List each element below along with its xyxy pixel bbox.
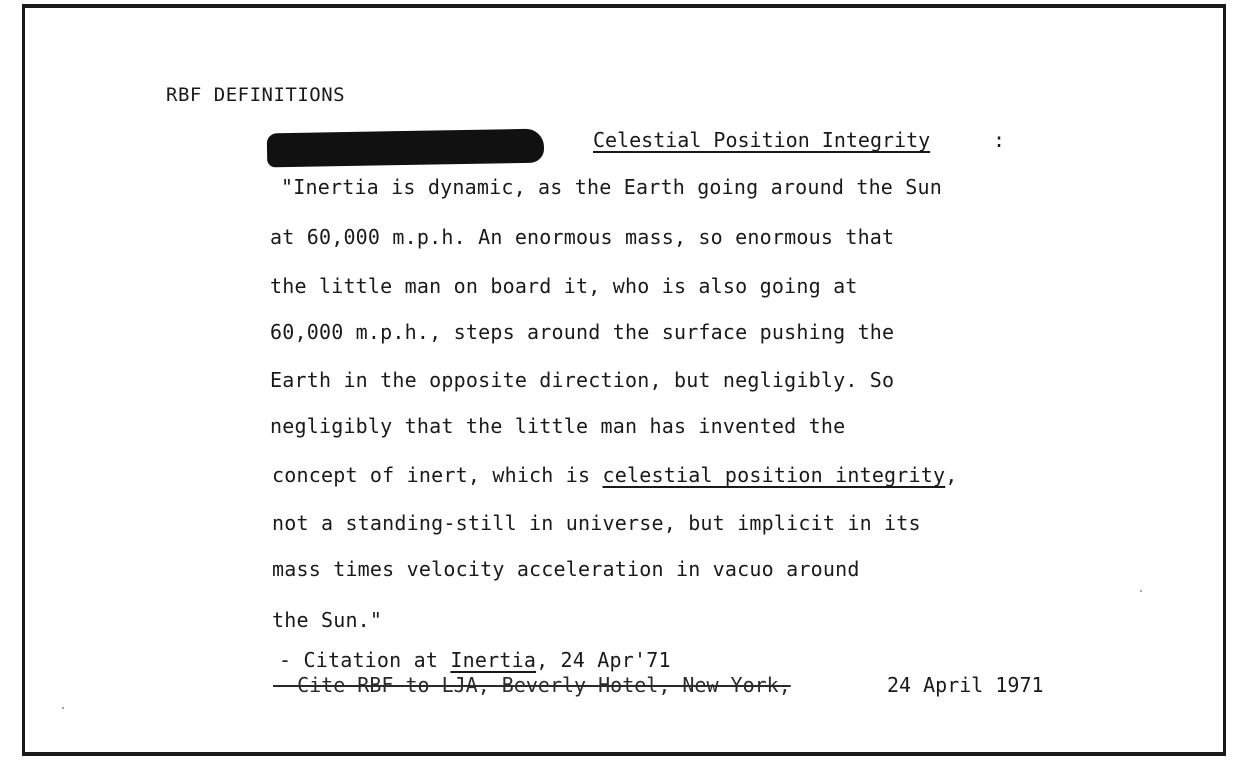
scan-speck [1140, 590, 1142, 592]
body-line-1: "Inertia is dynamic, as the Earth going around the Sun [281, 175, 943, 199]
struck-citation-date: 24 April 1971 [887, 673, 1044, 697]
definition-subject: Celestial Position Integrity [593, 128, 931, 152]
citation-date: , 24 Apr'71 [536, 648, 671, 672]
document-heading: RBF DEFINITIONS [166, 84, 346, 106]
body-line-3: the little man on board it, who is also going at [270, 274, 858, 298]
body-line-10: the Sun." [272, 608, 383, 632]
body-line-5: Earth in the opposite direction, but negligibly. So [270, 368, 895, 392]
body-line-6: negligibly that the little man has invented the [270, 414, 846, 438]
redaction-mark [267, 129, 545, 168]
body-line-7-text: concept of inert, which is [272, 463, 603, 487]
body-line-9: mass times velocity acceleration in vacuo around [272, 557, 860, 581]
citation-line [279, 648, 671, 672]
scan-speck [62, 707, 64, 709]
underlined-term: celestial position integrity [602, 463, 946, 487]
struck-citation: - Cite RBF to LJA, Beverly Hotel, New York, [273, 673, 791, 697]
body-line-8: not a standing-still in universe, but implicit in its [272, 511, 921, 535]
body-line-7-punct: , [945, 463, 958, 487]
body-line-7 [272, 463, 958, 487]
body-line-2: at 60,000 m.p.h. An enormous mass, so enormous that [270, 225, 895, 249]
citation-title: Inertia [450, 648, 537, 672]
body-line-4: 60,000 m.p.h., steps around the surface pushing the [270, 320, 895, 344]
subject-colon: : [993, 128, 1006, 152]
citation-prefix: - Citation at [279, 648, 451, 672]
